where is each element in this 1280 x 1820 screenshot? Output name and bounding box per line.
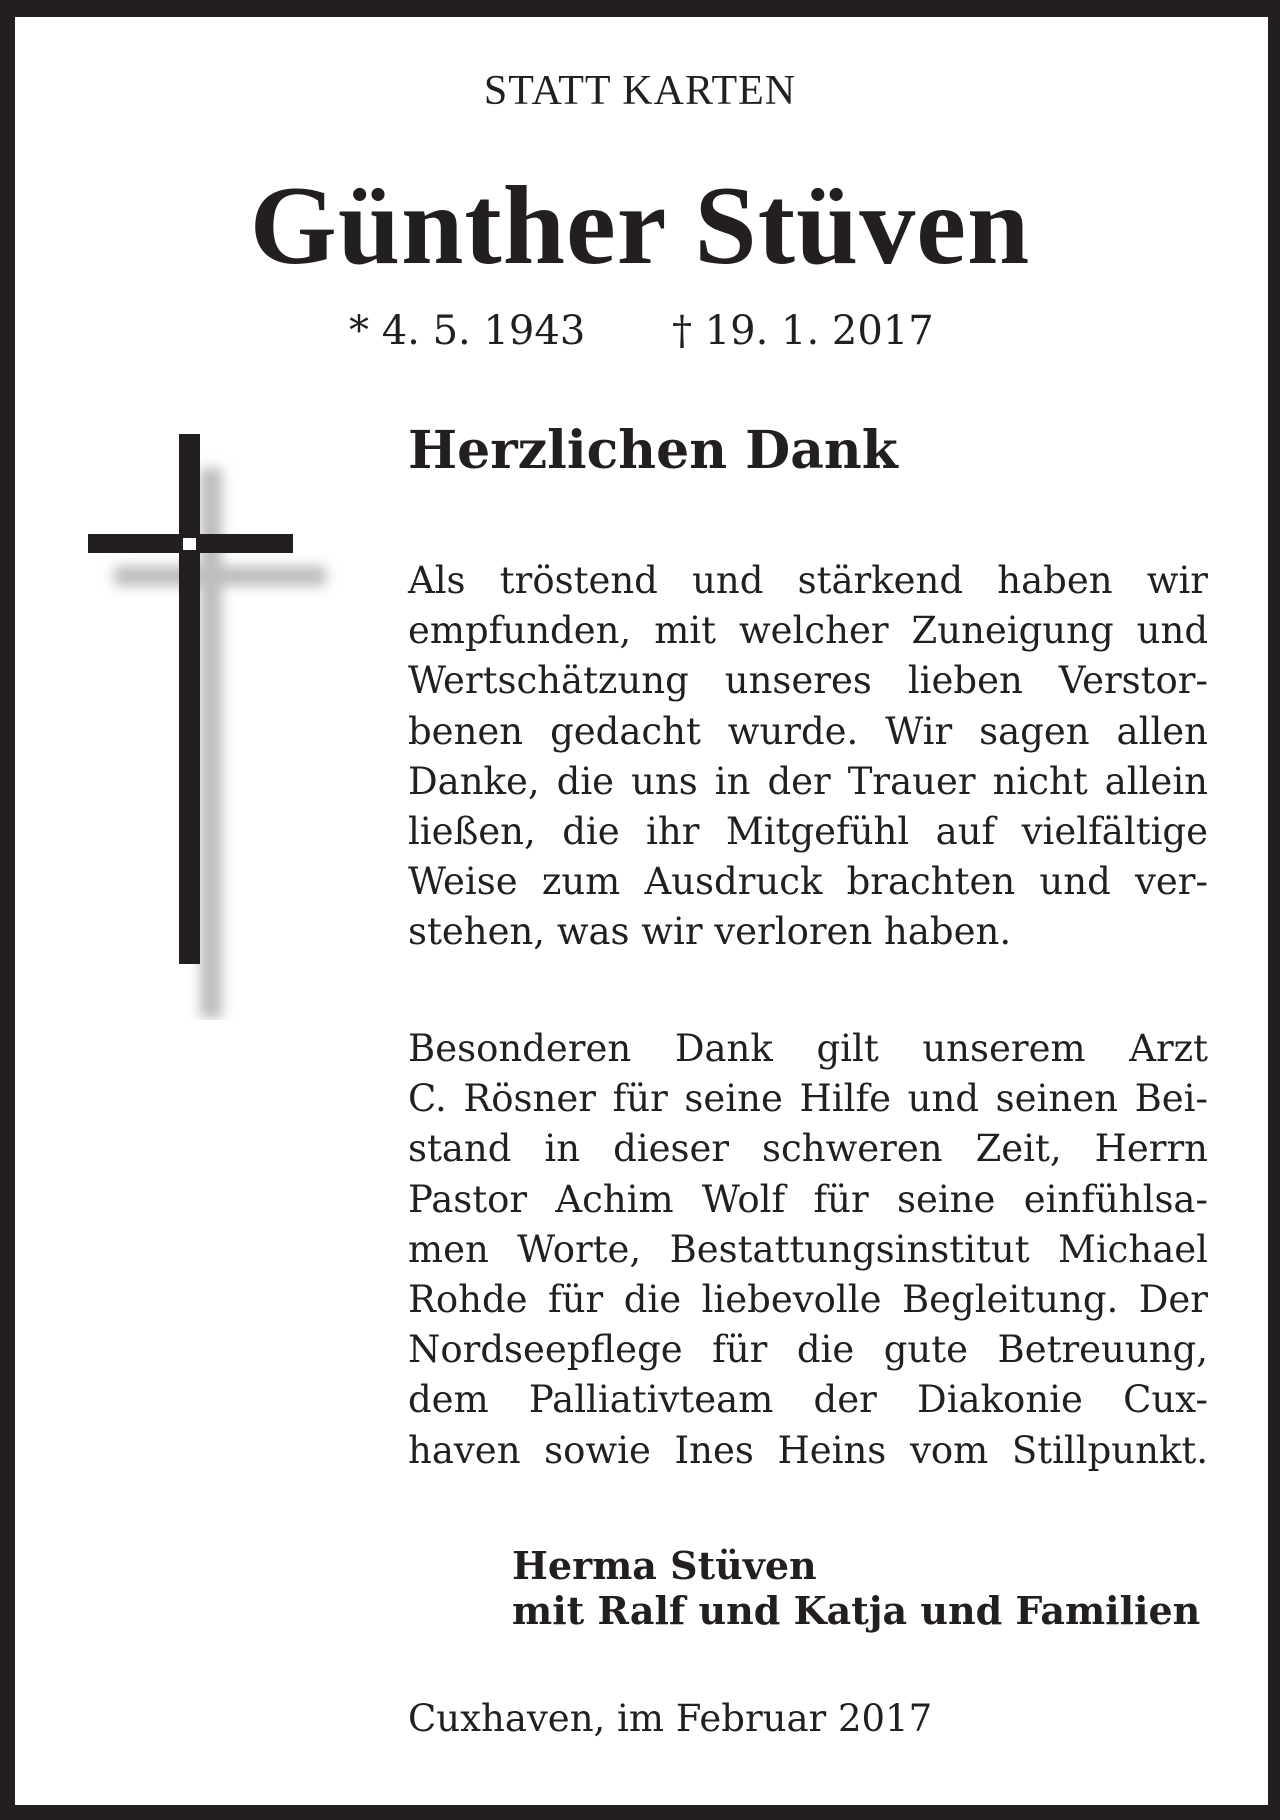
thanks-heading: Herzlichen Dank — [408, 420, 898, 481]
text-line: Weise zum Ausdruck brachten und ver- — [408, 860, 1208, 904]
text-line: Pastor Achim Wolf für seine einfühlsa- — [408, 1177, 1208, 1221]
signature-block — [512, 1543, 1200, 1633]
cross-shape — [88, 434, 293, 964]
text-line: Wertschätzung unseres lieben Verstor- — [408, 659, 1208, 703]
place-date: Cuxhaven, im Februar 2017 — [408, 1697, 933, 1740]
text-line: benen gedacht wurde. Wir sagen allen — [408, 709, 1208, 753]
text-line: empfunden, mit welcher Zuneigung und — [408, 609, 1208, 653]
text-line: Besonderen Dank gilt unserem Arzt — [408, 1027, 1208, 1070]
signature-family: mit Ralf und Katja und Familien — [512, 1588, 1201, 1633]
text-line: Nordseepflege für die gute Betreuung, — [408, 1328, 1208, 1372]
thanks-paragraph-2 — [408, 1024, 1208, 1476]
notice-header: STATT KARTEN — [483, 68, 797, 114]
birth-date: * 4. 5. 1943 — [349, 308, 586, 354]
text-line: Als tröstend und stärkend haben wir — [408, 559, 1208, 602]
signature-name: Herma Stüven — [512, 1543, 817, 1588]
cross-highlight — [183, 538, 196, 550]
death-date: † 19. 1. 2017 — [672, 308, 934, 354]
text-line: ließen, die ihr Mitgefühl auf vielfältige — [408, 809, 1208, 853]
thanks-paragraph-1 — [408, 556, 1208, 958]
text-line: stand in dieser schweren Zeit, Herrn — [408, 1127, 1208, 1171]
deceased-name: Günther Stüven — [249, 164, 1031, 288]
text-line: Danke, die uns in der Trauer nicht allein — [408, 759, 1208, 803]
text-line: haven sowie Ines Heins vom Stillpunkt. — [408, 1428, 1208, 1472]
text-line: C. Rösner für seine Hilfe und seinen Bei- — [408, 1077, 1208, 1121]
text-line: men Worte, Bestattungsinstitut Michael — [408, 1227, 1208, 1271]
text-line: Rohde für die liebevolle Begleitung. Der — [408, 1277, 1208, 1321]
text-line: dem Palliativteam der Diakonie Cux- — [408, 1378, 1208, 1422]
text-line: stehen, was wir verloren haben. — [408, 910, 1012, 954]
cross-icon — [80, 430, 340, 1020]
